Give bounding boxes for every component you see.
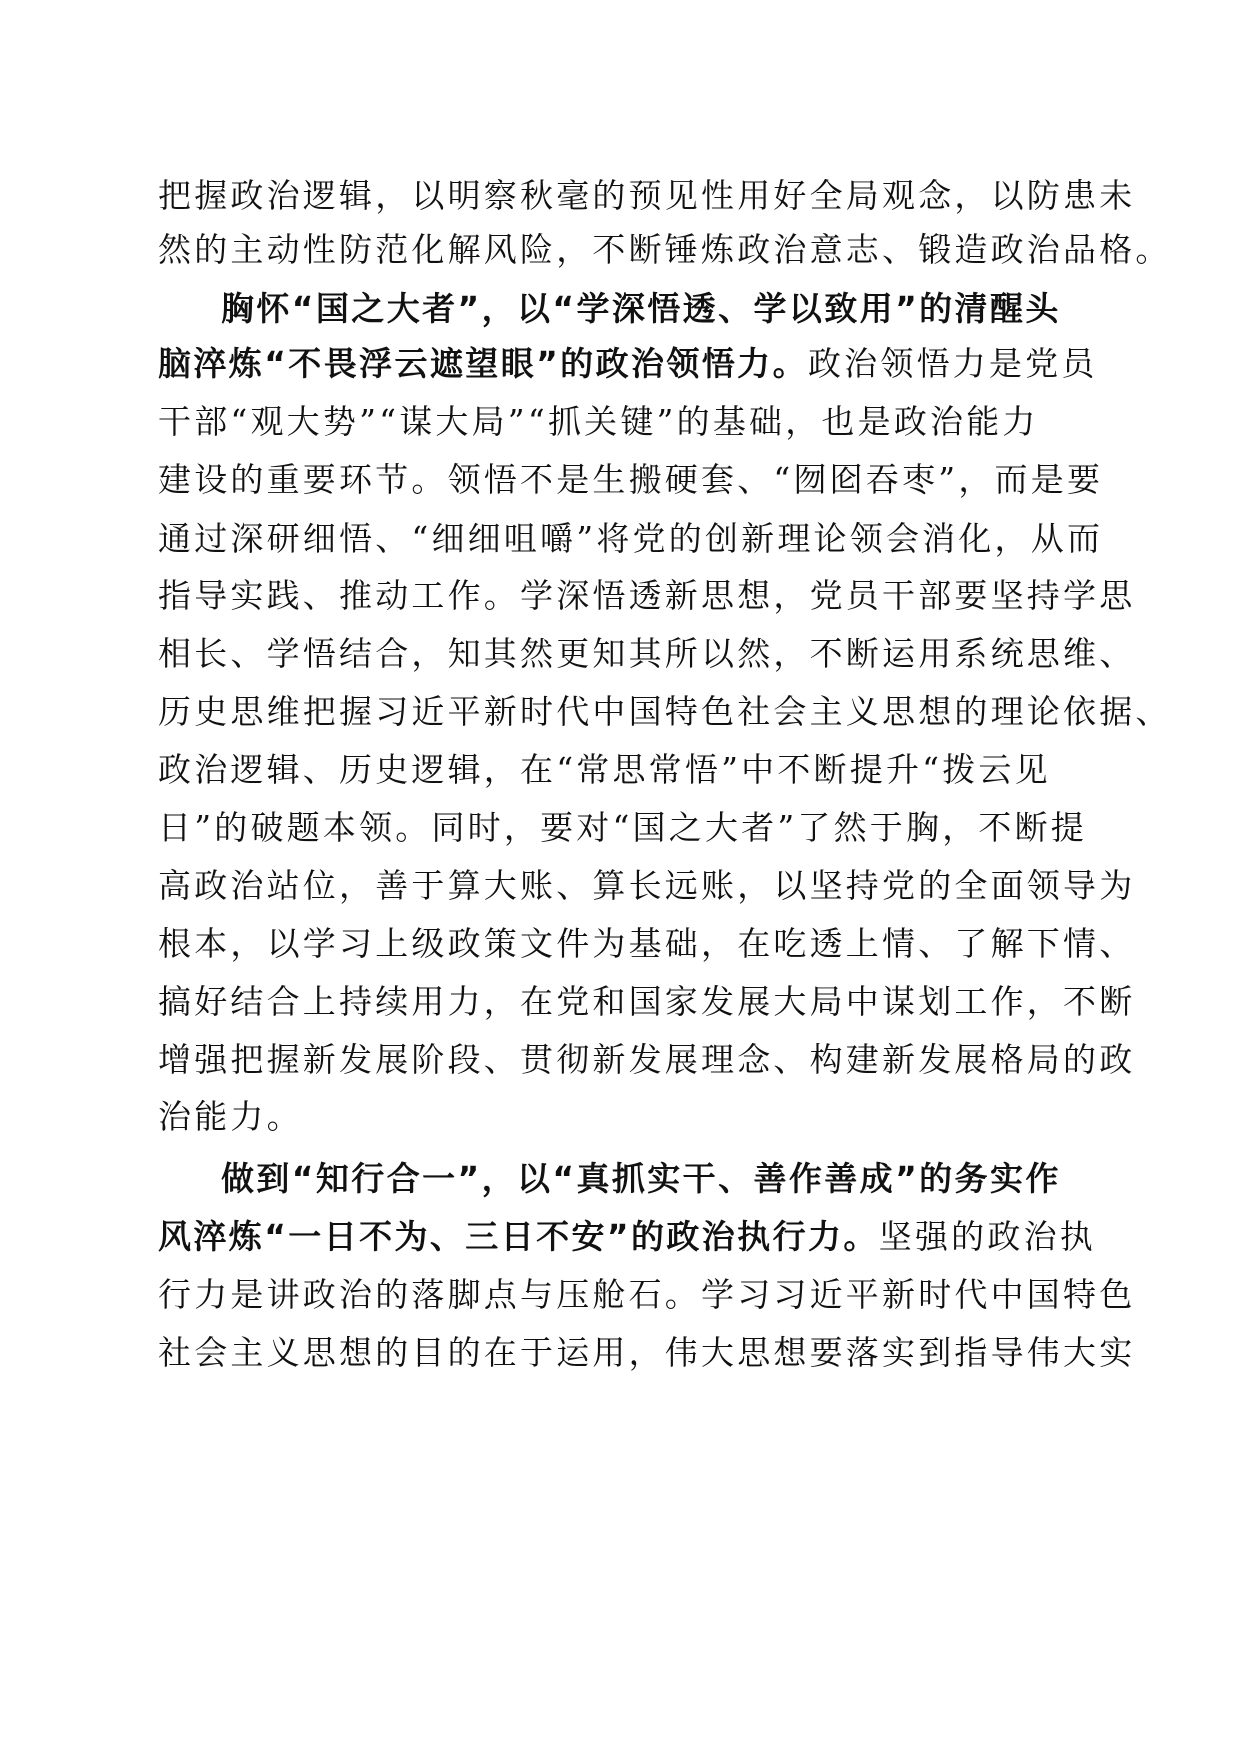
paragraph-2-body-line: 指导实践、推动工作。学深悟透新思想，党员干部要坚持学思 <box>158 576 1136 615</box>
paragraph-2-body-line: 历史思维把握习近平新时代中国特色社会主义思想的理论依据、 <box>158 692 1172 731</box>
paragraph-3-heading-line-2: 风淬炼“一日不为、三日不安”的政治执行力。 <box>158 1217 879 1256</box>
paragraph-2-body-line: 增强把握新发展阶段、贯彻新发展理念、构建新发展格局的政 <box>158 1040 1136 1079</box>
paragraph-2-body-line: 治能力。 <box>158 1097 303 1136</box>
paragraph-2-heading-line-2: 脑淬炼“不畏浮云遮望眼”的政治领悟力。 <box>158 344 808 383</box>
paragraph-2-body-line: 搞好结合上持续用力，在党和国家发展大局中谋划工作，不断 <box>158 982 1136 1021</box>
paragraph-2-line-2-text: 政治领悟力是党员 <box>807 344 1098 383</box>
paragraph-3-heading-line-1: 做到“知行合一”，以“真抓实干、善作善成”的务实作 <box>221 1159 1061 1198</box>
paragraph-3-line-2-text: 坚强的政治执 <box>878 1217 1096 1256</box>
paragraph-2-body-line: 相长、学悟结合，知其然更知其所以然，不断运用系统思维、 <box>158 634 1136 673</box>
paragraph-3-line-2 <box>158 1207 1096 1267</box>
paragraph-2-body-line: 根本，以学习上级政策文件为基础，在吃透上情、了解下情、 <box>158 924 1136 963</box>
paragraph-2-body-line: 建设的重要环节。领悟不是生搬硬套、“囫囵吞枣”，而是要 <box>158 460 1104 499</box>
paragraph-2-body-line: 干部“观大势”“谋大局”“抓关键”的基础，也是政治能力 <box>158 402 1039 441</box>
paragraph-3-body-line: 社会主义思想的目的在于运用，伟大思想要落实到指导伟大实 <box>158 1333 1136 1372</box>
paragraph-2-heading-line-1: 胸怀“国之大者”，以“学深悟透、学以致用”的清醒头 <box>221 289 1061 328</box>
paragraph-2-body-line: 日”的破题本领。同时，要对“国之大者”了然于胸，不断提 <box>158 808 1088 847</box>
paragraph-1-line-2: 然的主动性防范化解风险，不断锤炼政治意志、锻造政治品格。 <box>158 230 1172 269</box>
paragraph-2-line-2 <box>158 334 1098 394</box>
paragraph-2-body-line: 高政治站位，善于算大账、算长远账，以坚持党的全面领导为 <box>158 866 1136 905</box>
paragraph-2-body-line: 政治逻辑、历史逻辑，在“常思常悟”中不断提升“拨云见 <box>158 750 1051 789</box>
paragraph-1-line-1: 把握政治逻辑，以明察秋毫的预见性用好全局观念，以防患未 <box>158 176 1136 215</box>
paragraph-3-body-line: 行力是讲政治的落脚点与压舱石。学习习近平新时代中国特色 <box>158 1275 1136 1314</box>
paragraph-2-body-line: 通过深研细悟、“细细咀嚼”将党的创新理论领会消化，从而 <box>158 519 1104 558</box>
